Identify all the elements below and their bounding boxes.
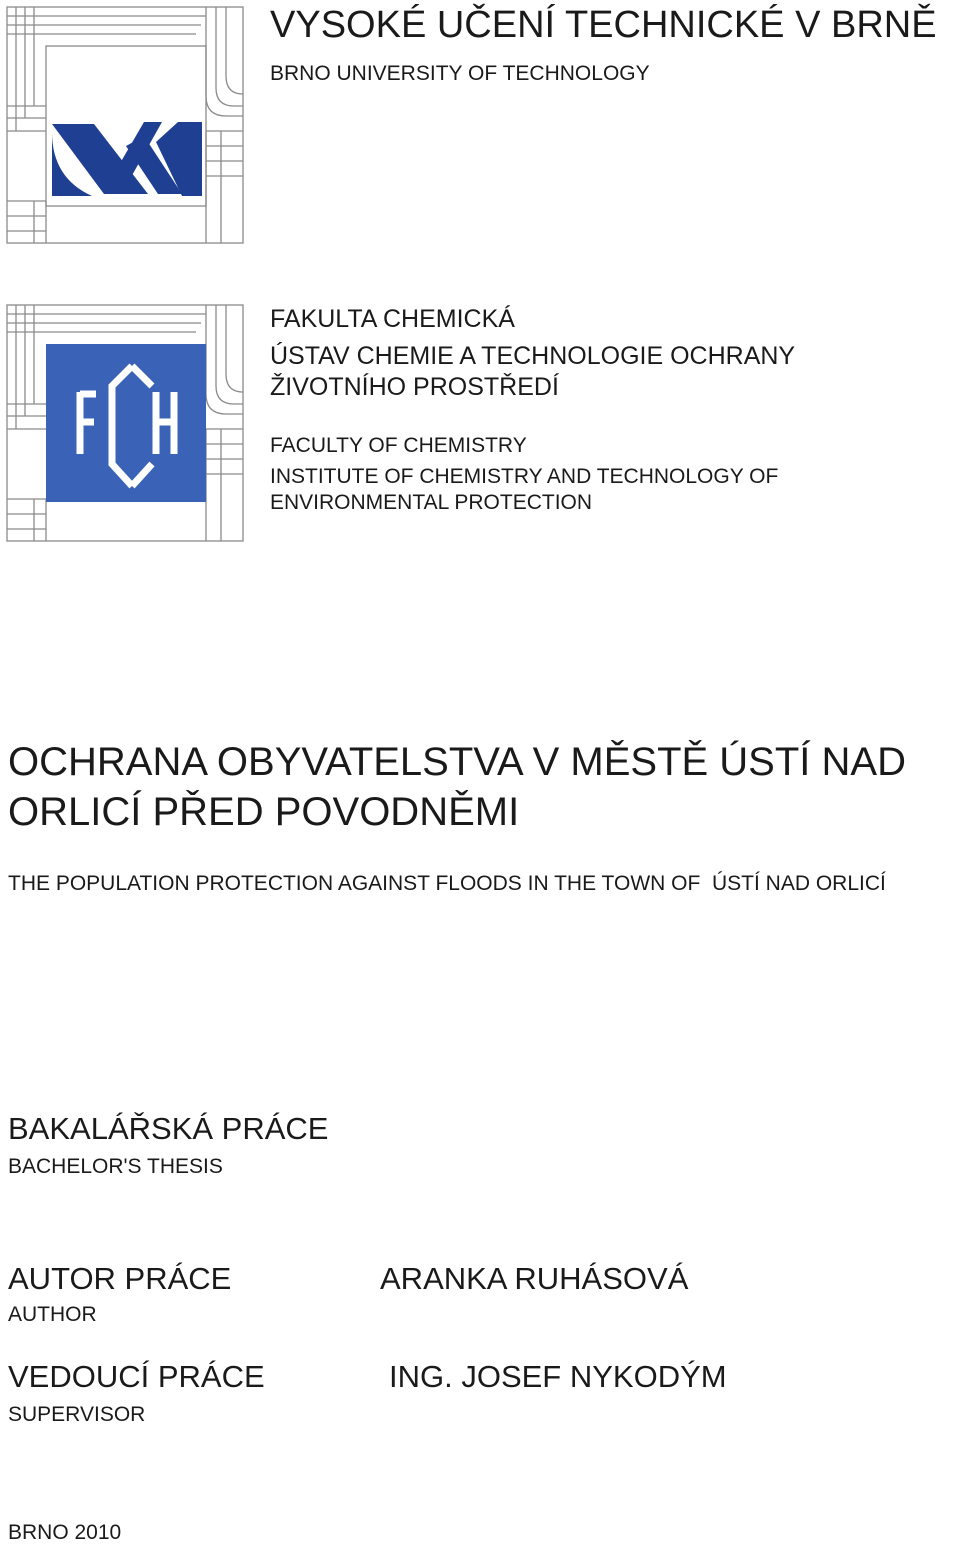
faculty-name-en: FACULTY OF CHEMISTRY <box>270 434 527 457</box>
supervisor-label-cz: VEDOUCÍ PRÁCE <box>8 1359 265 1394</box>
university-name-en: BRNO UNIVERSITY OF TECHNOLOGY <box>270 62 650 85</box>
author-label-en: AUTHOR <box>8 1303 97 1326</box>
university-name-cz: VYSOKÉ UČENÍ TECHNICKÉ V BRNĚ <box>270 4 937 46</box>
institute-name-en-line2: ENVIRONMENTAL PROTECTION <box>270 491 593 514</box>
place-year: BRNO 2010 <box>8 1521 122 1544</box>
thesis-title-cz-line2: ORLICÍ PŘED POVODNĚMI <box>8 790 520 834</box>
thesis-type-en: BACHELOR'S THESIS <box>8 1155 223 1178</box>
author-name: ARANKA RUHÁSOVÁ <box>380 1261 689 1296</box>
institute-name-cz-line2: ŽIVOTNÍHO PROSTŘEDÍ <box>270 373 559 401</box>
thesis-title-cz-line1: OCHRANA OBYVATELSTVA V MĚSTĚ ÚSTÍ NAD <box>8 740 906 784</box>
vut-logo-icon <box>6 6 244 244</box>
institute-name-cz-line1: ÚSTAV CHEMIE A TECHNOLOGIE OCHRANY <box>270 342 796 370</box>
thesis-title-en: THE POPULATION PROTECTION AGAINST FLOODS IN THE TOWN OF ÚSTÍ NAD ORLICÍ <box>8 872 886 895</box>
thesis-type-cz: BAKALÁŘSKÁ PRÁCE <box>8 1111 329 1146</box>
supervisor-name: ING. JOSEF NYKODÝM <box>389 1359 727 1394</box>
institute-name-en-line1: INSTITUTE OF CHEMISTRY AND TECHNOLOGY OF <box>270 465 779 488</box>
faculty-name-cz: FAKULTA CHEMICKÁ <box>270 305 515 333</box>
fch-logo-icon <box>6 304 244 542</box>
supervisor-label-en: SUPERVISOR <box>8 1403 146 1426</box>
author-label-cz: AUTOR PRÁCE <box>8 1261 232 1296</box>
